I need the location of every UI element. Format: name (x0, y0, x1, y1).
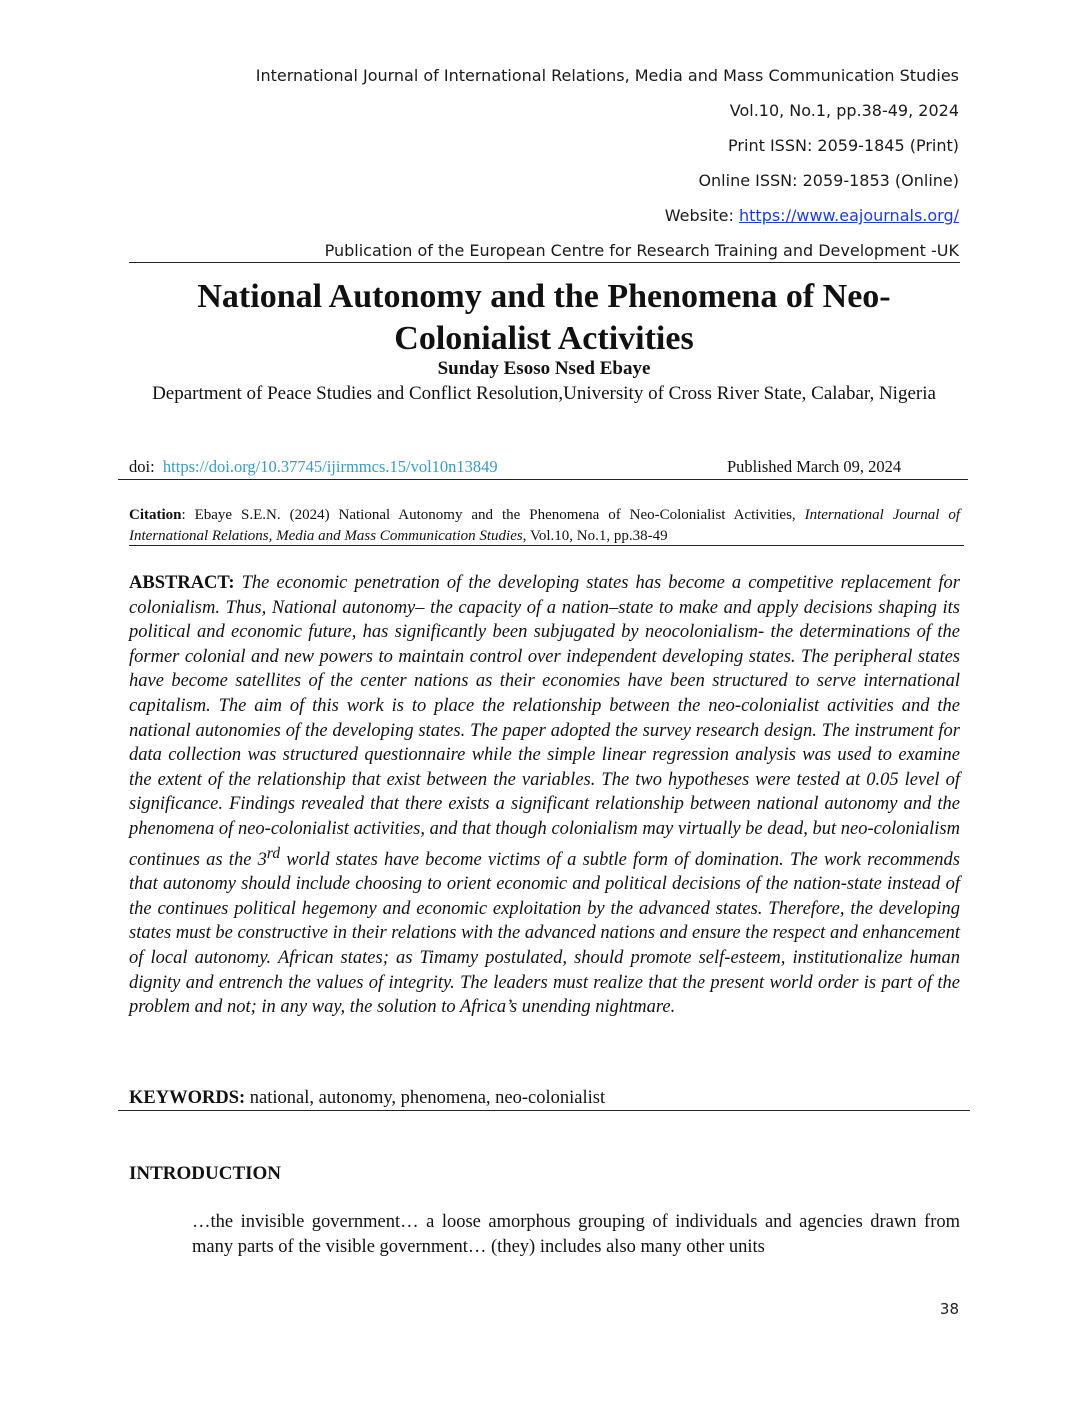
abstract-text-2: world states have become victims of a subtle form of domination. The work recommends that autonomy should include choosing to orient economic and political decisions of the nation-state instead of the continues political hegemony and economic exploitation by the advanced states. Therefore, the developing states must be constructive in their relations with the advanced nations and ensure the respect and enhancement of local autonomy. African states; as Timamy postulated, should promote self-esteem, institutionalize human dignity and entrench the values of integrity. The leaders must realize that the present world order is part of the problem and not; in any way, the solution to Africa’s unending nightmare. (129, 849, 960, 1018)
page-number: 38 (939, 1300, 959, 1318)
published-date: Published March 09, 2024 (727, 457, 902, 476)
publisher-line: Publication of the European Centre for Research Training and Development -UK (324, 241, 959, 260)
doi-label: doi: (129, 457, 155, 476)
website-link[interactable]: https://www.eajournals.org/ (739, 206, 959, 225)
abstract-text-1: The economic penetration of the developing states has become a competitive replacement for colonialism. Thus, National autonomy– the capacity of a nation–state to make and apply decisions shaping its political and economic future, has significantly been subjugated by neocolonialism- the determinations of the former colonial and new powers to maintain control over independent developing states. The peripheral states have become satellites of the center nations as their economies have been structured to serve international capitalism. The aim of this work is to place the relationship between the neo-colonialist activities and the national autonomies of the developing states. The paper adopted the survey research design. The instrument for data collection was structured questionnaire while the simple linear regression analysis was used to examine the extent of the relationship that exist between the variables. The two hypotheses were tested at 0.05 level of significance. Findings revealed that there exists a significant relationship between national autonomy and the phenomena of neo-colonialist activities, and that though colonialism may virtually be dead, but neo-colonialism continues as the 3 (129, 573, 961, 870)
doi-link[interactable]: https://doi.org/10.37745/ijirmmcs.15/vol10n13849 (162, 457, 498, 476)
header-rule (129, 262, 960, 263)
online-issn: Online ISSN: 2059-1853 (Online) (698, 171, 959, 190)
introduction-heading: INTRODUCTION (129, 1163, 282, 1184)
keywords-text: national, autonomy, phenomena, neo-colonialist (245, 1088, 606, 1108)
citation-journal: International Journal of International Relations, Media and Mass Communication Studies (129, 507, 960, 544)
abstract-label: ABSTRACT: (129, 573, 235, 593)
volume-info: Vol.10, No.1, pp.38-49, 2024 (729, 101, 959, 120)
introduction-quote: …the invisible government… a loose amorphous grouping of individuals and agencies drawn from many parts of the visible government… (they) includes also many other units (192, 1212, 960, 1257)
keywords-label: KEYWORDS: (129, 1088, 246, 1108)
keywords-rule (118, 1110, 970, 1111)
journal-name: International Journal of International Relations, Media and Mass Communication Studies (255, 66, 959, 85)
article-title: National Autonomy and the Phenomena of Neo-Colonialist Activities (197, 278, 891, 357)
website-line (665, 206, 959, 226)
citation-rule (129, 545, 964, 546)
doi-rule (118, 479, 968, 480)
print-issn: Print ISSN: 2059-1845 (Print) (728, 136, 959, 155)
abstract (129, 571, 960, 1020)
author-affiliation: Department of Peace Studies and Conflict Resolution,University of Cross River State, Calabar, Nigeria (152, 383, 936, 404)
doi-line (129, 457, 498, 477)
citation-text-2: , Vol.10, No.1, pp.38-49 (522, 528, 668, 544)
citation (129, 505, 960, 547)
citation-text-1: : Ebaye S.E.N. (2024) National Autonomy and the Phenomena of Neo-Colonialist Activities, (181, 507, 805, 523)
website-label: Website: (664, 206, 739, 225)
citation-label: Citation (129, 507, 182, 523)
keywords (129, 1086, 960, 1110)
author-name: Sunday Esoso Nsed Ebaye (437, 358, 651, 379)
abstract-superscript: rd (266, 844, 281, 862)
